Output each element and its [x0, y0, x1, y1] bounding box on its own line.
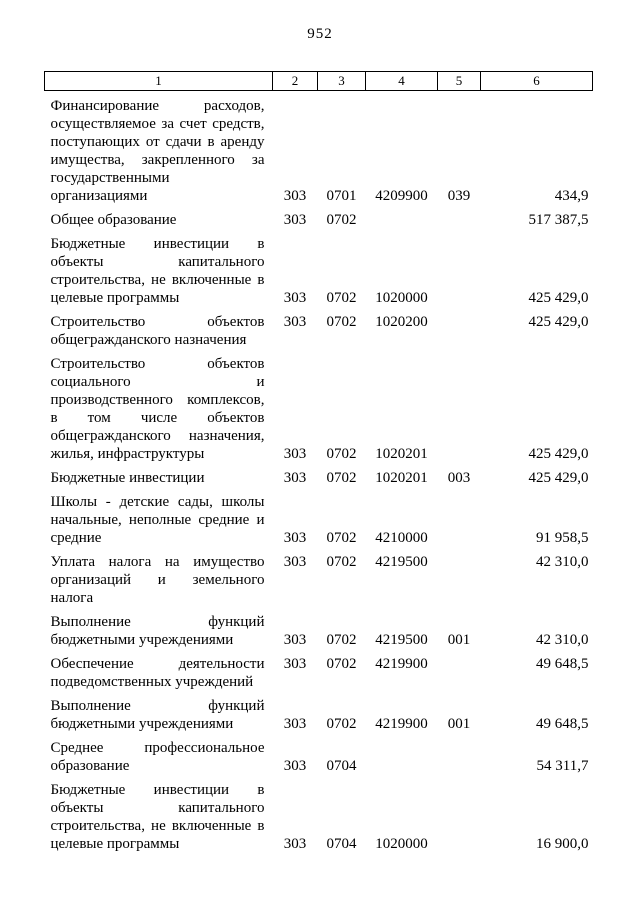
- cell-col5: 001: [447, 632, 471, 648]
- cell-amount: 425 429,0: [528, 290, 589, 306]
- header-cell-6: 6: [481, 72, 593, 91]
- cell-col3: 0702: [326, 290, 357, 306]
- table-row: [45, 91, 593, 206]
- cell-col5: 003: [447, 470, 471, 486]
- header-cell-5: 5: [438, 72, 481, 91]
- cell-name: Бюджетные инвестиции в объекты капитального строительства, не включенные в целевые программы: [50, 782, 265, 852]
- header-cell-1: 1: [45, 72, 273, 91]
- cell-col4: 1020201: [375, 470, 428, 486]
- cell-name: Выполнение функций бюджетными учреждениями: [50, 698, 265, 732]
- cell-col2: 303: [283, 554, 307, 570]
- cell-col5: [438, 775, 481, 853]
- cell-name: Выполнение функций бюджетными учреждениями: [50, 614, 265, 648]
- cell-col5: [438, 229, 481, 307]
- cell-col4: 1020201: [375, 446, 428, 462]
- cell-col3: 0702: [326, 470, 357, 486]
- budget-table: [44, 71, 593, 853]
- cell-amount: 42 310,0: [536, 554, 589, 570]
- table-header: [45, 72, 593, 91]
- cell-amount: 49 648,5: [536, 656, 589, 672]
- cell-name: Строительство объектов социального и производственного комплексов, в том числе объектов общегражданского назначения, жилья, инфраструктуры: [50, 356, 265, 462]
- cell-col4: 4219900: [375, 716, 428, 732]
- cell-col3: 0704: [326, 836, 357, 852]
- cell-col4: 4219500: [375, 554, 428, 570]
- table-row: [45, 229, 593, 307]
- table-row: [45, 649, 593, 691]
- cell-col5: [438, 205, 481, 229]
- cell-col5: 001: [447, 716, 471, 732]
- cell-col4: 1020200: [375, 314, 428, 330]
- cell-col2: 303: [283, 836, 307, 852]
- header-cell-3: 3: [318, 72, 366, 91]
- cell-name: Общее образование: [50, 212, 177, 228]
- cell-col2: 303: [283, 530, 307, 546]
- cell-col3: 0702: [326, 716, 357, 732]
- page-number: 952: [307, 26, 333, 42]
- table-row: [45, 775, 593, 853]
- cell-col3: 0702: [326, 530, 357, 546]
- cell-col5: [438, 649, 481, 691]
- cell-col4: 4209900: [375, 188, 428, 204]
- table-row: [45, 307, 593, 349]
- cell-name: Бюджетные инвестиции в объекты капитального строительства, не включенные в целевые программы: [50, 236, 265, 306]
- table-row: [45, 487, 593, 547]
- cell-amount: 91 958,5: [536, 530, 589, 546]
- cell-amount: 425 429,0: [528, 446, 589, 462]
- cell-col5: [438, 487, 481, 547]
- cell-col5: 039: [447, 188, 471, 204]
- cell-col3: 0702: [326, 314, 357, 330]
- cell-name: Бюджетные инвестиции: [50, 470, 205, 486]
- cell-col3: 0702: [326, 554, 357, 570]
- cell-amount: 49 648,5: [536, 716, 589, 732]
- cell-col5: [438, 349, 481, 463]
- cell-col4: 4210000: [375, 530, 428, 546]
- table-row: [45, 607, 593, 649]
- cell-col2: 303: [283, 446, 307, 462]
- cell-name: Среднее профессиональное образование: [50, 740, 265, 774]
- cell-amount: 425 429,0: [528, 314, 589, 330]
- cell-col2: 303: [283, 470, 307, 486]
- cell-col2: 303: [283, 632, 307, 648]
- cell-name: Уплата налога на имущество организаций и земельного налога: [50, 554, 265, 606]
- cell-amount: 54 311,7: [536, 758, 589, 774]
- cell-amount: 42 310,0: [536, 632, 589, 648]
- table-row: [45, 463, 593, 487]
- cell-col3: 0702: [326, 656, 357, 672]
- cell-col2: 303: [283, 716, 307, 732]
- cell-amount: 425 429,0: [528, 470, 589, 486]
- table-row: [45, 691, 593, 733]
- cell-col2: 303: [283, 290, 307, 306]
- cell-col5: [438, 307, 481, 349]
- cell-col3: 0702: [326, 446, 357, 462]
- cell-col4: [366, 205, 438, 229]
- header-cell-2: 2: [273, 72, 318, 91]
- cell-col4: 1020000: [375, 836, 428, 852]
- cell-col3: 0704: [326, 758, 357, 774]
- cell-col5: [438, 547, 481, 607]
- cell-col3: 0702: [326, 632, 357, 648]
- cell-col4: 1020000: [375, 290, 428, 306]
- cell-col2: 303: [283, 758, 307, 774]
- cell-name: Строительство объектов общегражданского назначения: [50, 314, 265, 348]
- table-row: [45, 205, 593, 229]
- cell-col4: [366, 733, 438, 775]
- cell-col3: 0701: [326, 188, 357, 204]
- cell-col2: 303: [283, 188, 307, 204]
- cell-name: Обеспечение деятельности подведомственных учреждений: [50, 656, 265, 690]
- cell-col5: [438, 733, 481, 775]
- cell-col3: 0702: [326, 212, 357, 228]
- header-cell-4: 4: [366, 72, 438, 91]
- cell-name: Финансирование расходов, осуществляемое за счет средств, поступающих от сдачи в аренду имущества, закрепленного за государственными организациями: [50, 98, 265, 204]
- cell-col2: 303: [283, 212, 307, 228]
- header-row: [45, 72, 593, 91]
- table-body: [45, 91, 593, 854]
- cell-col4: 4219900: [375, 656, 428, 672]
- cell-col2: 303: [283, 314, 307, 330]
- cell-amount: 16 900,0: [536, 836, 589, 852]
- table-row: [45, 349, 593, 463]
- cell-name: Школы - детские сады, школы начальные, неполные средние и средние: [50, 494, 265, 546]
- cell-amount: 434,9: [554, 188, 589, 204]
- table-row: [45, 547, 593, 607]
- cell-col2: 303: [283, 656, 307, 672]
- cell-col4: 4219500: [375, 632, 428, 648]
- table-row: [45, 733, 593, 775]
- cell-amount: 517 387,5: [528, 212, 589, 228]
